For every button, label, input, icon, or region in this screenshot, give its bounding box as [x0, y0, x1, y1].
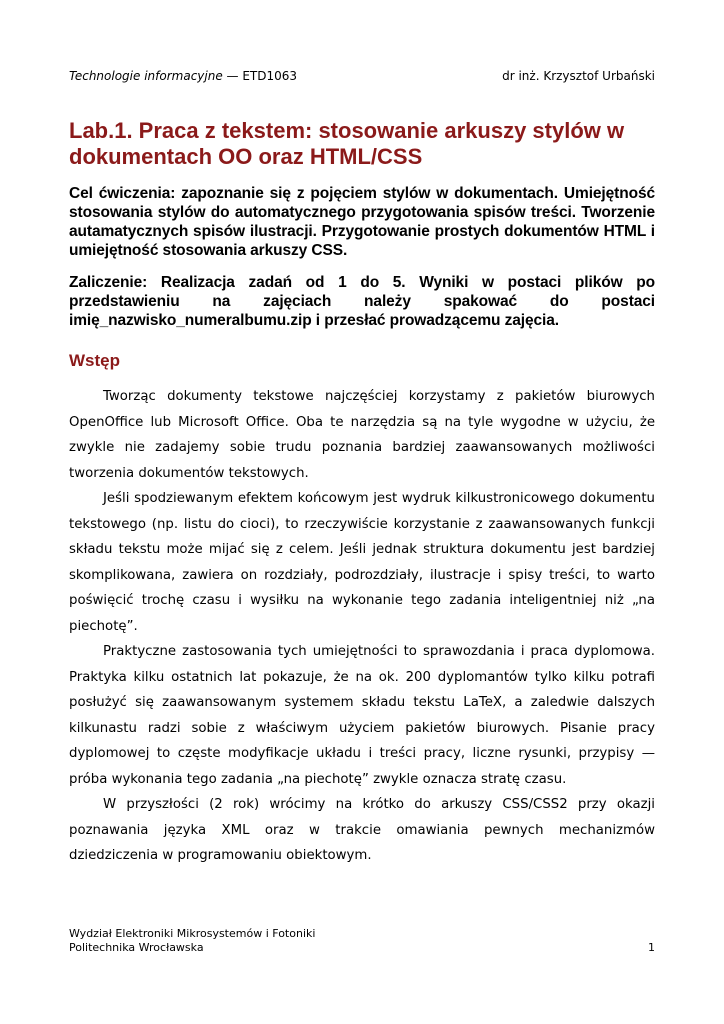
footer-university: Politechnika Wrocławska — [69, 941, 204, 954]
intro-paragraph: W przyszłości (2 rok) wrócimy na krótko do arkuszy CSS/CSS2 przy okazji poznawania języka XML oraz w trakcie omawiania pewnych mechanizmów dziedziczenia w programowaniu obiektowym. — [69, 797, 655, 863]
intro-paragraph: Tworząc dokumenty tekstowe najczęściej korzystamy z pakietów biurowych OpenOffice lub Microsoft Office. Oba te narzędzia są na tyle wygodne w użyciu, że zwykle nie zadajemy sobie trudu poznania bardziej zaawansowanych możliwości tworzenia dokumentów tekstowych. — [69, 389, 655, 481]
page-header — [69, 69, 655, 85]
section-heading-intro: Wstęp — [69, 351, 120, 370]
intro-body — [69, 384, 655, 869]
footer-faculty: Wydział Elektroniki Mikrosystemów i Fotoniki — [69, 927, 316, 940]
document-title: Lab.1. Praca z tekstem: stosowanie arkuszy stylów w dokumentach OO oraz HTML/CSS — [69, 118, 625, 169]
course-code: — ETD1063 — [222, 69, 298, 83]
intro-paragraph: Praktyczne zastosowania tych umiejętności to sprawozdania i praca dyplomowa. Praktyka kilku ostatnich lat pokazuje, że na ok. 200 dyplomantów tylko kilku potrafi posłużyć się zaawansowanym systemem składu tekstu LaTeX, a zaledwie dalszych kilkunastu radzi sobie z właściwym użyciem pakietów biurowych. Pisanie pracy dyplomowej to częste modyfikacje układu i treści pracy, liczne rysunki, przypisy — próba wykonania tego zadania „na piechotę” zwykle oznacza stratę czasu. — [69, 644, 655, 787]
lab-credit-requirements: Zaliczenie: Realizacja zadań od 1 do 5. Wyniki w postaci plików po przedstawieniu na zajęciach należy spakować do postaci imię_nazwisko_numeralbumu.zip i przesłać prowadzącemu zajęcia. — [69, 274, 655, 329]
intro-paragraph: Jeśli spodziewanym efektem końcowym jest wydruk kilkustronicowego dokumentu tekstowego (np. listu do cioci), to rzeczywiście korzystanie z zaawansowanych funkcji składu tekstu może mijać się z celem. Jeśli jednak struktura dokumentu jest bardziej skomplikowana, zawiera on rozdziały, podrozdziały, ilustracje i spisy treści, to warto poświęcić trochę czasu i wysiłku na wykonanie tego zadania inteligentniej niż „na piechotę”. — [69, 491, 655, 634]
header-author: dr inż. Krzysztof Urbański — [502, 69, 655, 83]
lab-goal: Cel ćwiczenia: zapoznanie się z pojęciem stylów w dokumentach. Umiejętność stosowania stylów do automatycznego przygotowania spisów treści. Tworzenie autamatycznych spisów ilustracji. Przygotowanie prostych dokumentów HTML i umiejętność stosowania arkuszy CSS. — [69, 185, 655, 259]
header-course — [69, 69, 297, 83]
page-footer — [69, 927, 655, 955]
course-name: Technologie informacyjne — [69, 69, 223, 83]
page-number: 1 — [648, 941, 655, 954]
